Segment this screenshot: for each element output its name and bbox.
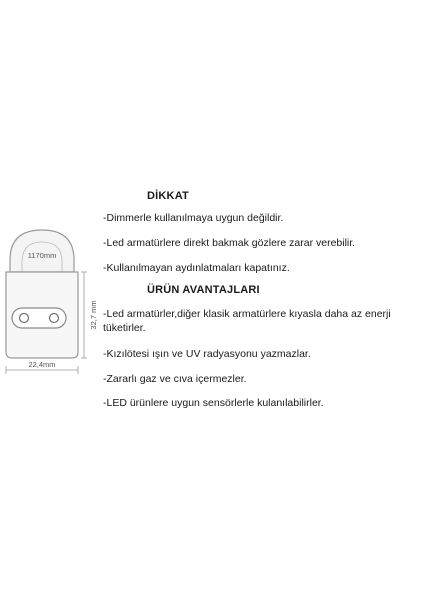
width-label: 22,4mm bbox=[28, 360, 56, 369]
warning-item: -Dimmerle kullanılmaya uygun değildir. bbox=[103, 212, 284, 224]
socket-pin-left bbox=[20, 314, 29, 323]
warning-heading: DİKKAT bbox=[147, 190, 189, 202]
advantages-heading: ÜRÜN AVANTAJLARI bbox=[147, 284, 260, 296]
night-light-dimension-diagram bbox=[0, 220, 100, 380]
lumen-label: 1170mm bbox=[27, 251, 57, 260]
warning-item: -Kullanılmayan aydınlatmaları kapatınız. bbox=[103, 262, 290, 274]
warning-item: -Led armatürlere direkt bakmak gözlere zarar verebilir. bbox=[103, 237, 356, 249]
advantage-item: -Zararlı gaz ve cıva içermezler. bbox=[103, 373, 247, 385]
advantage-item: -LED ürünlere uygun sensörlerle kulanılabilirler. bbox=[103, 397, 324, 409]
socket-pin-right bbox=[50, 314, 59, 323]
height-label: 32,7 mm bbox=[89, 300, 98, 330]
advantage-item: -Led armatürler,diğer klasik armatürlere kıyasla daha az enerji tüketirler. bbox=[103, 308, 391, 334]
advantage-item: -Kızılötesi ışın ve UV radyasyonu yazmazlar. bbox=[103, 348, 311, 360]
